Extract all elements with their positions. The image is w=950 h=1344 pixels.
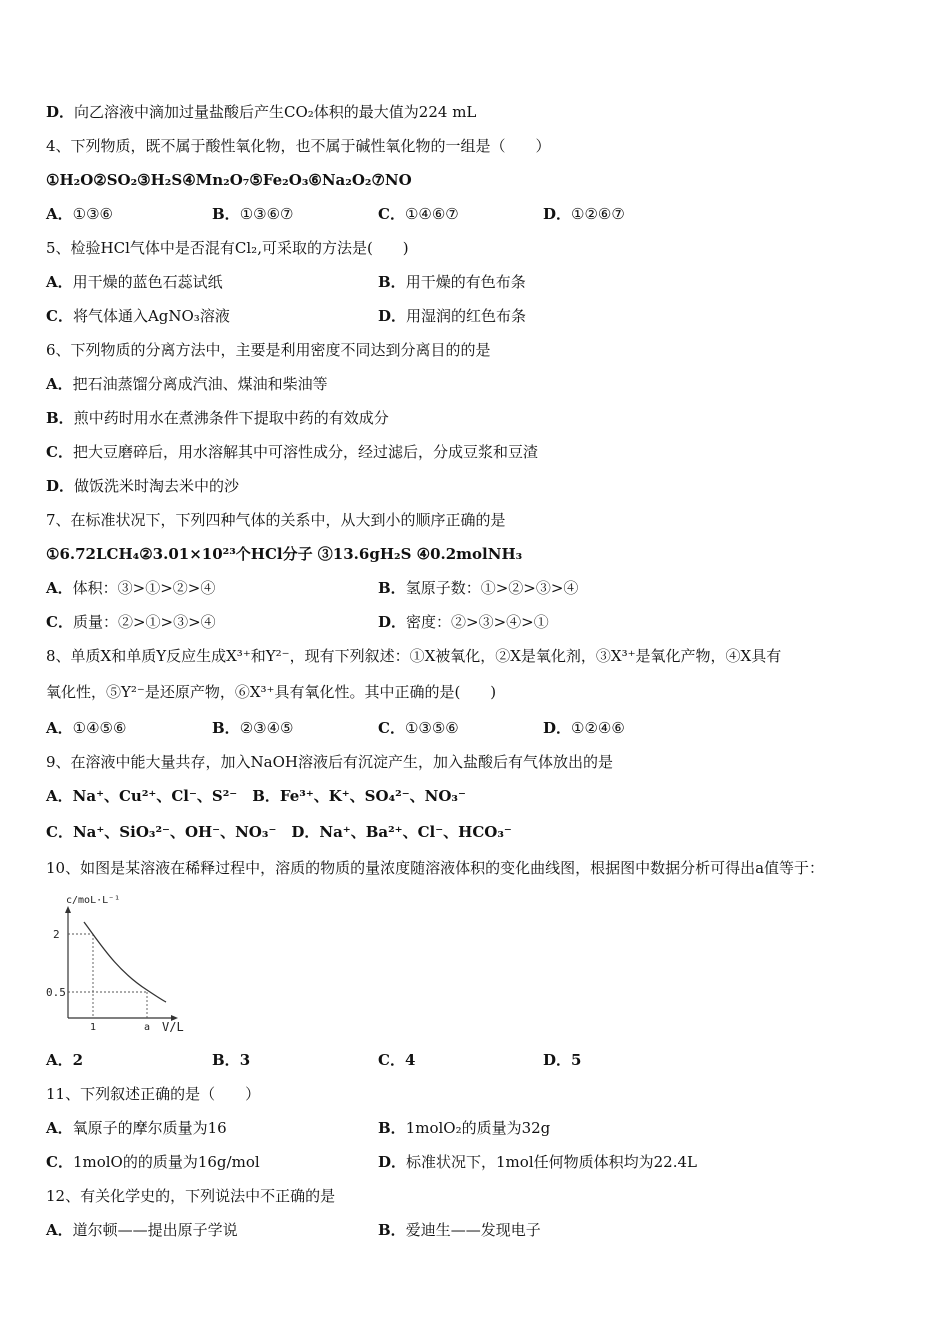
question-5-options-row2 bbox=[0, 306, 950, 326]
option-b[interactable]: B．1molO₂的质量为32g bbox=[378, 1119, 551, 1137]
question-4-options bbox=[0, 204, 950, 224]
question-4-items: ①H₂O②SO₂③H₂S④Mn₂O₇⑤Fe₂O₃⑥Na₂O₂⑦NO bbox=[46, 171, 412, 189]
option-d[interactable]: D．①②⑥⑦ bbox=[543, 205, 625, 223]
question-9-stem: 9、在溶液中能大量共存，加入NaOH溶液后有沉淀产生，加入盐酸后有气体放出的是 bbox=[46, 753, 613, 771]
option-c[interactable]: C．①④⑥⑦ bbox=[378, 205, 459, 223]
graph-y-tick-2: 2 bbox=[53, 928, 60, 941]
option-d[interactable]: D．①②④⑥ bbox=[543, 719, 625, 737]
option-c[interactable]: C．质量：②>①>③>④ bbox=[46, 613, 216, 631]
option-c[interactable]: C．4 bbox=[378, 1051, 416, 1069]
option-b[interactable]: B．①③⑥⑦ bbox=[212, 205, 294, 223]
question-9-options-row1[interactable]: A．Na⁺、Cu²⁺、Cl⁻、S²⁻ B．Fe³⁺、K⁺、SO₄²⁻、NO₃⁻ bbox=[46, 787, 466, 805]
option-b[interactable]: B．②③④⑤ bbox=[212, 719, 294, 737]
option-d[interactable]: D．5 bbox=[543, 1051, 582, 1069]
question-11-options-row2 bbox=[0, 1152, 950, 1172]
question-12-options-row1 bbox=[0, 1220, 950, 1240]
option-c[interactable]: C．将气体通入AgNO₃溶液 bbox=[46, 307, 230, 325]
option-a[interactable]: A．用干燥的蓝色石蕊试纸 bbox=[46, 273, 223, 291]
graph-y-tick-05: 0.5 bbox=[46, 986, 66, 999]
question-10-stem: 10、如图是某溶液在稀释过程中，溶质的物质的量浓度随溶液体积的变化曲线图，根据图中数据分析可得出a值等于： bbox=[46, 859, 825, 877]
question-8-stem-line2: 氧化性，⑤Y²⁻是还原产物，⑥X³⁺具有氧化性。其中正确的是( ) bbox=[46, 683, 497, 701]
option-c[interactable]: C．1molO的的质量为16g/mol bbox=[46, 1153, 260, 1171]
option-a[interactable]: A．体积：③>①>②>④ bbox=[46, 579, 216, 597]
graph-x-axis-label: V/L bbox=[162, 1020, 184, 1032]
question-6-stem: 6、下列物质的分离方法中，主要是利用密度不同达到分离目的的是 bbox=[46, 341, 491, 359]
question-4-stem: 4、下列物质，既不属于酸性氧化物，也不属于碱性氧化物的一组是（ ） bbox=[46, 137, 551, 155]
option-b[interactable]: B．爱迪生——发现电子 bbox=[378, 1221, 541, 1239]
question-10-options bbox=[0, 1050, 950, 1070]
question-9-options-row2[interactable]: C．Na⁺、SiO₃²⁻、OH⁻、NO₃⁻ D．Na⁺、Ba²⁺、Cl⁻、HCO₃⁻ bbox=[46, 823, 512, 841]
option-a[interactable]: A．把石油蒸馏分离成汽油、煤油和柴油等 bbox=[46, 375, 328, 393]
option-b[interactable]: B．氢原子数：①>②>③>④ bbox=[378, 579, 579, 597]
question-7-stem: 7、在标准状况下，下列四种气体的关系中，从大到小的顺序正确的是 bbox=[46, 511, 506, 529]
option-d[interactable]: D．用湿润的红色布条 bbox=[378, 307, 527, 325]
option-c[interactable]: C．把大豆磨碎后，用水溶解其中可溶性成分，经过滤后，分成豆浆和豆渣 bbox=[46, 443, 538, 461]
graph-y-axis-label: c/moL·L⁻¹ bbox=[66, 895, 121, 906]
option-b[interactable]: B．煎中药时用水在煮沸条件下提取中药的有效成分 bbox=[46, 409, 389, 427]
graph-x-tick-a: a bbox=[144, 1022, 151, 1032]
question-12-stem: 12、有关化学史的，下列说法中不正确的是 bbox=[46, 1187, 336, 1205]
option-a[interactable]: A．①③⑥ bbox=[46, 205, 113, 223]
concentration-volume-graph bbox=[44, 890, 200, 1032]
option-b[interactable]: B．3 bbox=[212, 1051, 251, 1069]
question-11-stem: 11、下列叙述正确的是（ ） bbox=[46, 1085, 261, 1103]
option-d[interactable]: D．密度：②>③>④>① bbox=[378, 613, 549, 631]
graph-x-tick-1: 1 bbox=[90, 1022, 97, 1032]
question-8-stem-line1: 8、单质X和单质Y反应生成X³⁺和Y²⁻，现有下列叙述：①X被氧化，②X是氧化剂，③X³⁺是氧化产物，④X具有 bbox=[46, 647, 782, 665]
question-5-stem: 5、检验HCl气体中是否混有Cl₂,可采取的方法是( ) bbox=[46, 239, 409, 257]
question-8-options bbox=[0, 718, 950, 738]
question-7-options-row1 bbox=[0, 578, 950, 598]
question-5-options-row1 bbox=[0, 272, 950, 292]
option-a[interactable]: A．道尔顿——提出原子学说 bbox=[46, 1221, 238, 1239]
q3-option-d: D．向乙溶液中滴加过量盐酸后产生CO₂体积的最大值为224 mL bbox=[46, 103, 477, 121]
question-11-options-row1 bbox=[0, 1118, 950, 1138]
option-c[interactable]: C．①③⑤⑥ bbox=[378, 719, 459, 737]
option-d[interactable]: D．做饭洗米时淘去米中的沙 bbox=[46, 477, 240, 495]
question-7-options-row2 bbox=[0, 612, 950, 632]
option-a[interactable]: A．①④⑤⑥ bbox=[46, 719, 127, 737]
question-7-items: ①6.72LCH₄②3.01×10²³个HCl分子 ③13.6gH₂S ④0.2molNH₃ bbox=[46, 545, 523, 563]
option-a[interactable]: A．2 bbox=[46, 1051, 84, 1069]
option-a[interactable]: A．氧原子的摩尔质量为16 bbox=[46, 1119, 227, 1137]
option-b[interactable]: B．用干燥的有色布条 bbox=[378, 273, 526, 291]
option-d[interactable]: D．标准状况下，1mol任何物质体积均为22.4L bbox=[378, 1153, 697, 1171]
